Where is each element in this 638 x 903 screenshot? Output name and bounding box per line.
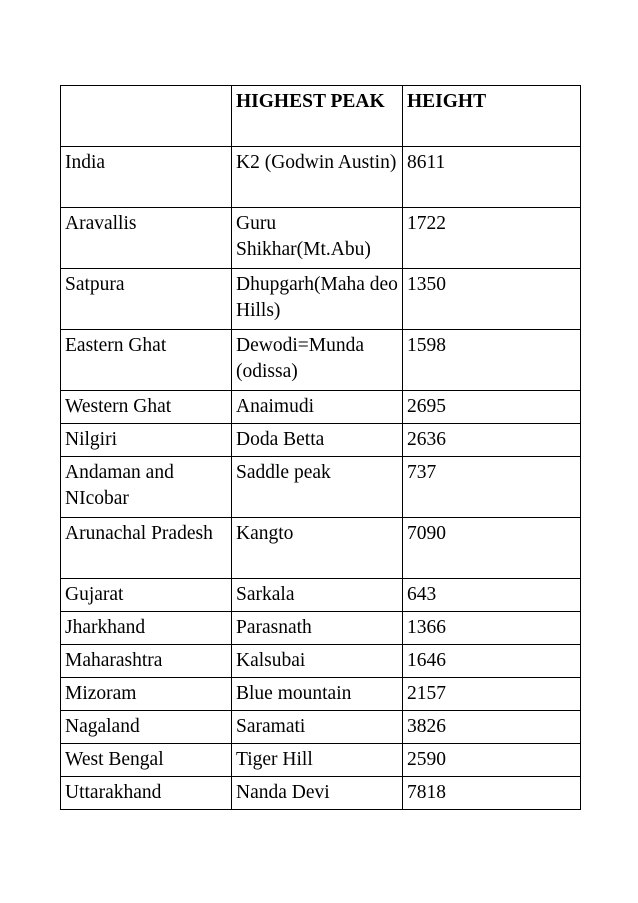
cell-peak: Dewodi=Munda (odissa)	[232, 330, 403, 391]
cell-peak: Guru Shikhar(Mt.Abu)	[232, 208, 403, 269]
cell-height: 8611	[403, 147, 581, 208]
cell-region: Arunachal Pradesh	[61, 518, 232, 579]
cell-peak: Dhupgarh(Maha deo Hills)	[232, 269, 403, 330]
table-row	[61, 457, 581, 518]
cell-peak: Saddle peak	[232, 457, 403, 518]
cell-height: 7818	[403, 777, 581, 810]
cell-region: Nagaland	[61, 711, 232, 744]
cell-height: 737	[403, 457, 581, 518]
cell-height: 1366	[403, 612, 581, 645]
table-row	[61, 424, 581, 457]
cell-region: Western Ghat	[61, 391, 232, 424]
table-body	[61, 147, 581, 810]
cell-height: 1646	[403, 645, 581, 678]
cell-peak: Nanda Devi	[232, 777, 403, 810]
table-row	[61, 208, 581, 269]
table-row	[61, 711, 581, 744]
table-row	[61, 269, 581, 330]
table-row	[61, 777, 581, 810]
cell-peak: Kalsubai	[232, 645, 403, 678]
table-row	[61, 518, 581, 579]
cell-height: 1598	[403, 330, 581, 391]
cell-region: Gujarat	[61, 579, 232, 612]
cell-height: 643	[403, 579, 581, 612]
header-highest-peak: HIGHEST PEAK	[232, 86, 403, 147]
cell-peak: Sarkala	[232, 579, 403, 612]
cell-region: Eastern Ghat	[61, 330, 232, 391]
cell-peak: Doda Betta	[232, 424, 403, 457]
cell-peak: Parasnath	[232, 612, 403, 645]
cell-height: 3826	[403, 711, 581, 744]
table-row	[61, 612, 581, 645]
cell-height: 2590	[403, 744, 581, 777]
cell-region: Mizoram	[61, 678, 232, 711]
cell-region: Satpura	[61, 269, 232, 330]
table-row	[61, 147, 581, 208]
cell-region: West Bengal	[61, 744, 232, 777]
cell-height: 2636	[403, 424, 581, 457]
header-region	[61, 86, 232, 147]
table-row	[61, 391, 581, 424]
cell-height: 2695	[403, 391, 581, 424]
table-row	[61, 330, 581, 391]
cell-peak: Anaimudi	[232, 391, 403, 424]
cell-height: 2157	[403, 678, 581, 711]
cell-region: Nilgiri	[61, 424, 232, 457]
cell-peak: Saramati	[232, 711, 403, 744]
cell-height: 1350	[403, 269, 581, 330]
table-row	[61, 645, 581, 678]
cell-peak: Tiger Hill	[232, 744, 403, 777]
cell-peak: K2 (Godwin Austin)	[232, 147, 403, 208]
cell-region: Andaman and NIcobar	[61, 457, 232, 518]
cell-peak: Kangto	[232, 518, 403, 579]
header-row	[61, 86, 581, 147]
cell-region: India	[61, 147, 232, 208]
header-height: HEIGHT	[403, 86, 581, 147]
cell-region: Jharkhand	[61, 612, 232, 645]
cell-height: 1722	[403, 208, 581, 269]
cell-peak: Blue mountain	[232, 678, 403, 711]
cell-height: 7090	[403, 518, 581, 579]
table-row	[61, 579, 581, 612]
peaks-table	[60, 85, 581, 810]
cell-region: Maharashtra	[61, 645, 232, 678]
table-header	[61, 86, 581, 147]
cell-region: Uttarakhand	[61, 777, 232, 810]
table-row	[61, 678, 581, 711]
cell-region: Aravallis	[61, 208, 232, 269]
table-row	[61, 744, 581, 777]
